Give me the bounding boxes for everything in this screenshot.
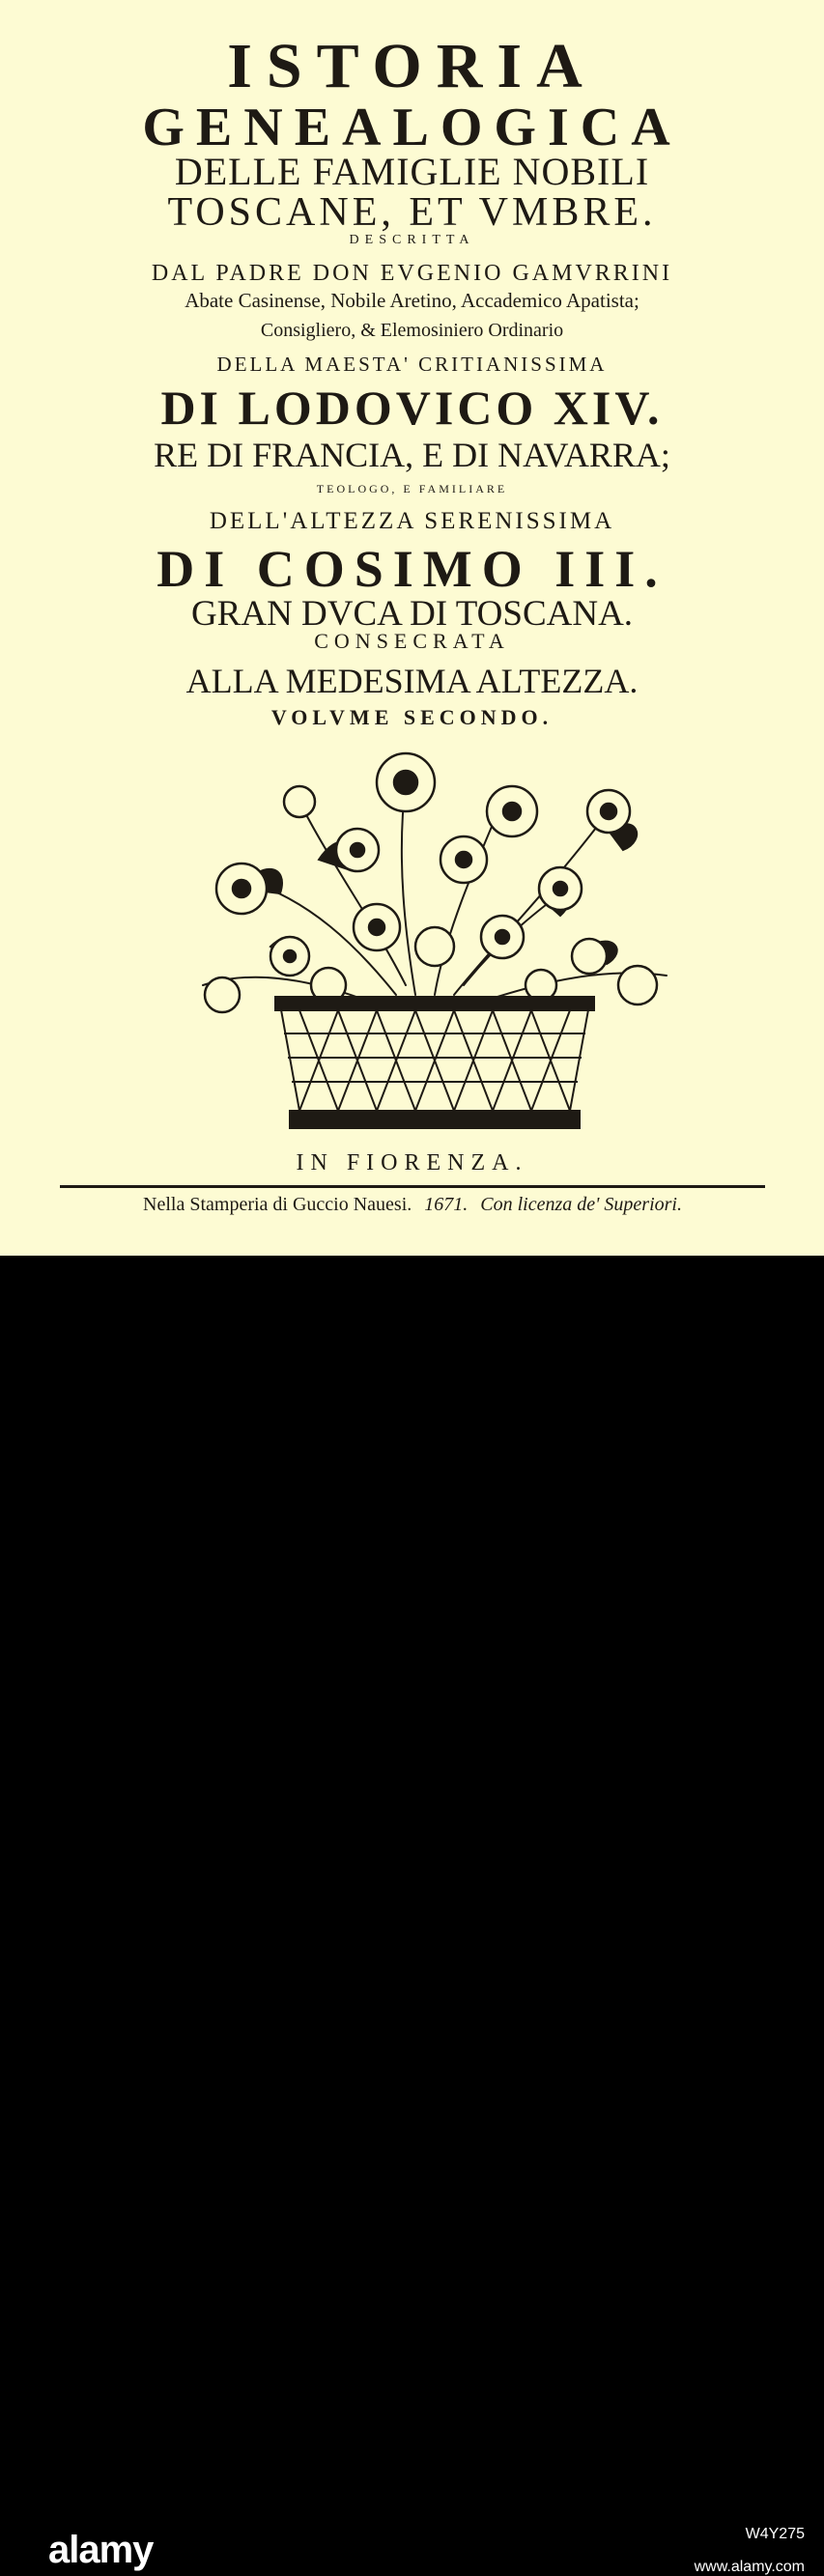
author-title-line: Abate Casinense, Nobile Aretino, Accademico Apatista; [185,289,639,312]
watermark-bar [0,1256,824,2575]
text-line-medesima: ALLA MEDESIMA ALTEZZA. [185,662,639,700]
text-line-gran-duca: GRAN DVCA DI TOSCANA. [190,594,634,634]
volume-line: VOLVME SECONDO. [270,705,554,729]
text-line-altezza: DELL'ALTEZZA SERENISSIMA [209,508,615,534]
text-line-lodovico: DI LODOVICO XIV. [160,381,664,435]
title-line-genealogica: GENEALOGICA [142,98,682,157]
text-line-maesta: DELLA MAESTA' CRITIANISSIMA [216,353,608,376]
text-line-teologo: TEOLOGO, E FAMILIARE [316,482,508,495]
text-line-consecrata: CONSECRATA [314,629,510,653]
imprint-rule [60,1185,765,1188]
title-line-famiglie: DELLE FAMIGLIE NOBILI [174,150,650,193]
text-line-cosimo: DI COSIMO III. [156,540,668,598]
alamy-logo: alamy [48,2529,154,2571]
title-page [0,0,824,1256]
place-line: IN FIORENZA. [296,1150,528,1175]
image-id-label: W4Y275 [745,2526,805,2542]
title-line-toscane: TOSCANE, ET VMBRE. [167,190,657,235]
author-line: DAL PADRE DON EVGENIO GAMVRRINI [151,261,673,286]
author-office-line: Consigliero, & Elemosiniero Ordinario [260,320,564,341]
imprint-line [60,1194,765,1216]
imprint-printer: Nella Stamperia di Guccio Nauesi. [143,1194,412,1215]
flower-basket-woodcut-icon [184,744,686,1140]
imprint-year: 1671. [424,1194,469,1215]
text-line-descritta: DESCRITTA [349,233,475,247]
title-line-istoria: ISTORIA [227,31,597,101]
imprint-license: Con licenza de' Superiori. [480,1194,682,1215]
text-line-re-francia: RE DI FRANCIA, E DI NAVARRA; [154,436,670,474]
site-url-label: www.alamy.com [694,2559,805,2575]
